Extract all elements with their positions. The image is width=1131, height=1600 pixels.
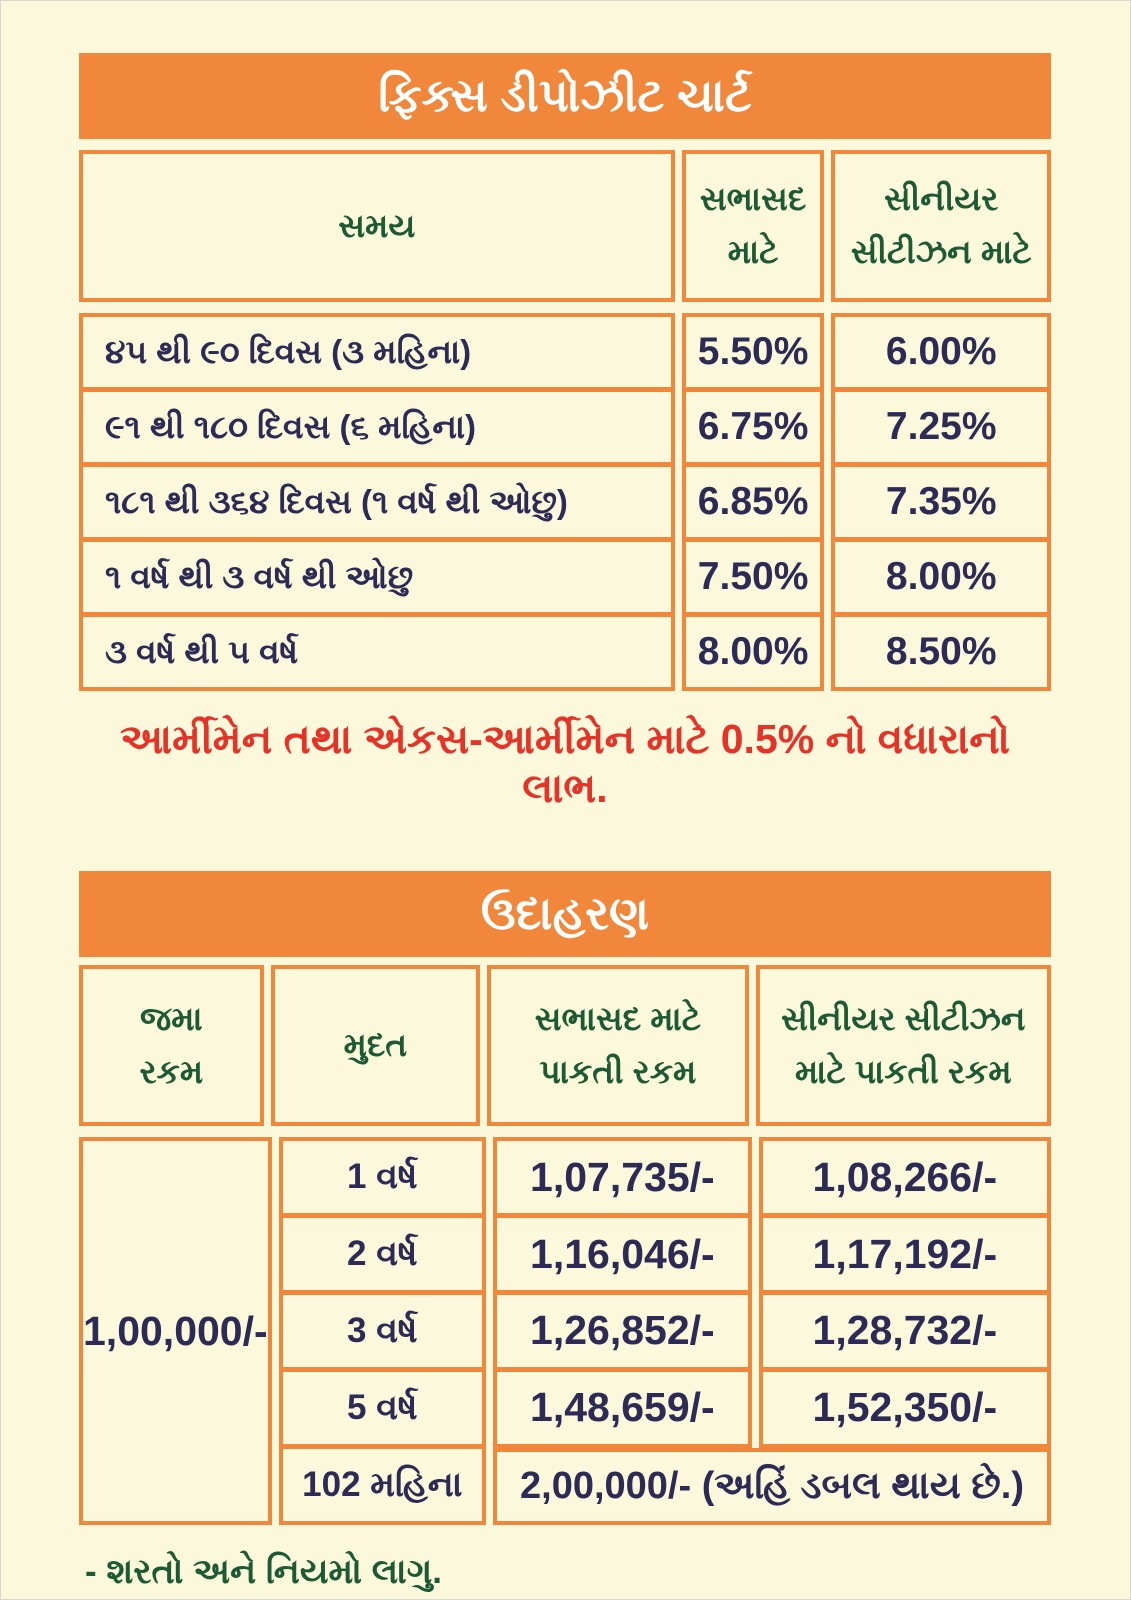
fd-period-row: ૩ વર્ષ થી ૫ વર્ષ [83, 612, 671, 687]
fd-chart-title-bar [79, 53, 1051, 139]
fd-table-body [79, 313, 1051, 691]
example-title: ઉદાહરણ [480, 887, 650, 940]
senior-maturity-amount: 1,08,266/- [812, 1153, 998, 1200]
fd-period-column [79, 313, 675, 691]
example-header-term-label: મુદત [343, 1026, 408, 1064]
member-maturity-amount: 1,48,659/- [497, 1367, 748, 1444]
fd-header-senior [831, 150, 1051, 302]
fd-header-senior-line1: સીનીયર [884, 180, 999, 218]
fd-period-row: ૧૮૧ થી ૩૬૪ દિવસ (૧ વર્ષ થી ઓછુ) [83, 462, 671, 537]
senior-maturity-amount: 1,17,192/- [763, 1213, 1047, 1290]
poster-sheet [1, 1, 1130, 1592]
example-header-member-line2: પાકતી રકમ [539, 1052, 697, 1090]
member-maturity-amount: 1,26,852/- [497, 1290, 748, 1367]
fd-senior-rate: 7.25% [835, 387, 1047, 462]
fd-header-senior-line2: સીટીઝન માટે [850, 233, 1032, 270]
example-header-senior-line2: માટે પાકતી રકમ [794, 1052, 1012, 1090]
term-cell: 5 વર્ષ [283, 1367, 482, 1444]
fd-member-rate: 5.50% [697, 330, 809, 373]
member-maturity-amount: 1,07,735/- [530, 1153, 715, 1200]
member-maturity-column [493, 1137, 752, 1447]
member-maturity-amount: 1,16,046/- [497, 1213, 748, 1290]
example-header-term [271, 965, 481, 1126]
fd-table-header [79, 150, 1051, 302]
fd-header-time [79, 150, 675, 302]
senior-maturity-column [759, 1137, 1051, 1447]
fd-member-rate: 6.85% [686, 462, 821, 537]
senior-maturity-amount: 1,52,350/- [763, 1367, 1047, 1444]
term-column [279, 1137, 486, 1525]
example-table-header [79, 965, 1051, 1126]
senior-maturity-amount: 1,28,732/- [763, 1290, 1047, 1367]
example-header-senior [756, 965, 1051, 1126]
example-header-senior-line1: સીનીયર સીટીઝન [781, 1000, 1026, 1038]
fd-header-member [682, 150, 825, 302]
fd-header-member-line1: સભાસદ [699, 180, 807, 218]
double-maturity-cell: 2,00,000/- (અહિં ડબલ થાય છે.) [493, 1448, 1051, 1526]
terms-conditions-note: - શરતો અને નિયમો લાગુ. [85, 1552, 443, 1592]
fd-senior-rate-column [831, 313, 1051, 691]
example-title-bar [79, 871, 1051, 957]
fd-member-rate-column [682, 313, 825, 691]
example-header-deposit [79, 965, 264, 1126]
example-header-deposit-line2: રકમ [139, 1052, 204, 1090]
example-header-deposit-line1: જમા [140, 1000, 203, 1038]
fd-member-rate: 6.75% [686, 387, 821, 462]
example-header-member [487, 965, 748, 1126]
fd-header-time-label: સમય [338, 206, 416, 244]
term-cell: 102 મહિના [283, 1444, 482, 1521]
example-header-member-line1: સભાસદ માટે [534, 1000, 701, 1038]
fd-senior-rate: 8.00% [835, 537, 1047, 612]
fd-senior-rate: 6.00% [885, 330, 997, 373]
deposit-amount-cell: 1,00,000/- [79, 1137, 272, 1525]
term-cell: 3 વર્ષ [283, 1290, 482, 1367]
fd-period-row: ૧ વર્ષ થી ૩ વર્ષ થી ઓછુ [83, 537, 671, 612]
term-cell: 1 વર્ષ [347, 1157, 418, 1197]
fd-header-member-line2: માટે [727, 233, 779, 270]
fd-senior-rate: 7.35% [835, 462, 1047, 537]
fd-chart-title: ફિક્સ ડીપોઝીટ ચાર્ટ [378, 69, 752, 121]
example-table-body [79, 1137, 1051, 1525]
fd-period-row: ૯૧ થી ૧૮૦ દિવસ (૬ મહિના) [83, 387, 671, 462]
fd-senior-rate: 8.50% [835, 612, 1047, 687]
fd-member-rate: 7.50% [686, 537, 821, 612]
fd-member-rate: 8.00% [686, 612, 821, 687]
armymen-bonus-note: આર્મીમેન તથા એકસ-આર્મીમેન માટે 0.5% નો વધારાનો લાભ. [119, 716, 1011, 812]
fd-period-row: ૪૫ થી ૯૦ દિવસ (૩ મહિના) [105, 332, 472, 370]
term-cell: 2 વર્ષ [283, 1213, 482, 1290]
